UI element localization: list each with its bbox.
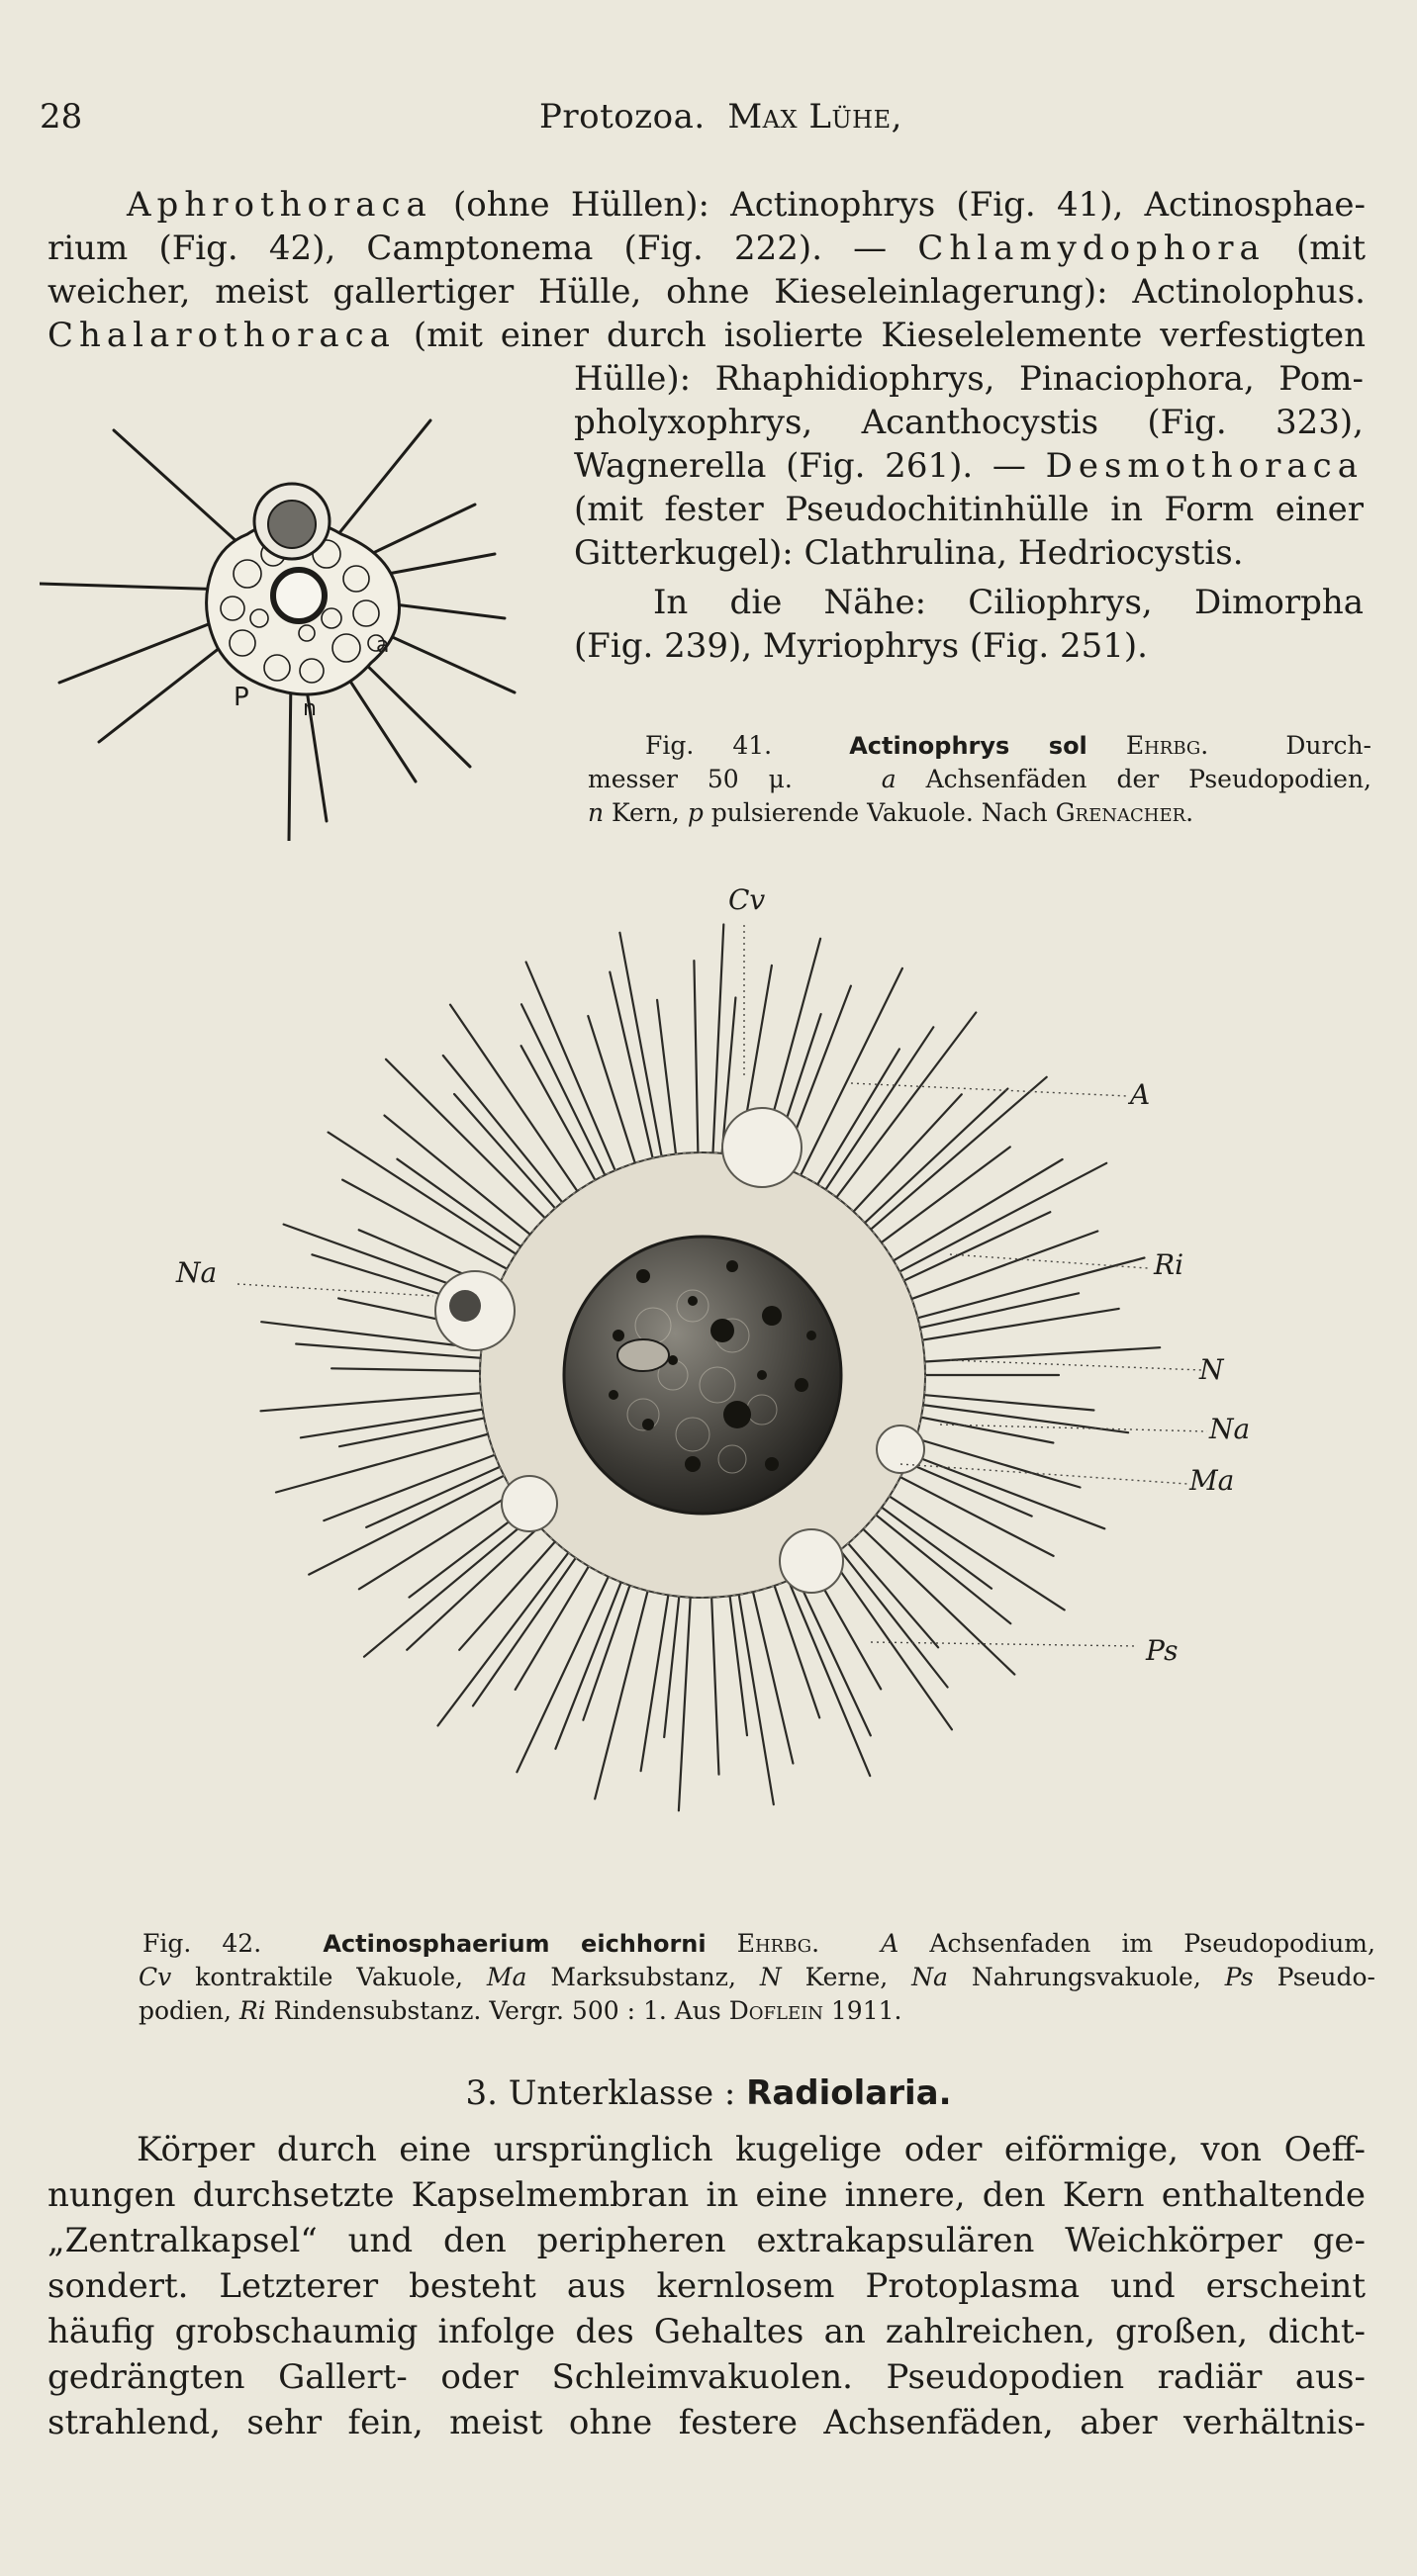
figure-42-actinosphaerium-drawing — [178, 910, 1247, 1889]
section-heading: 3. Unterklasse : Radiolaria. — [465, 2073, 952, 2113]
label-ma: Ma — [1189, 1464, 1235, 1497]
label-ri: Ri — [1154, 1248, 1184, 1281]
fig41-label-p: P — [234, 683, 249, 712]
label-cv: Cv — [728, 883, 766, 916]
figure-42-caption: Fig. 42. Actinosphaerium eichhorni Ehrbg. A Achsenfaden im Pseudopodium, Cv kontraktile Vakuole, Ma Marksubstanz, N Kerne, Na Nahrungsvakuole, Ps Pseudo- podien, Ri Rindensubstanz. Vergr. 500 : 1. Aus Doflein 1911. — [139, 1929, 1375, 2025]
body-paragraph: Körper durch eine ursprünglich kugelige oder eiförmige, von Oeff- nungen durchsetzte Kapselmembran in eine innere, den Kern enthaltende „Zentralkapsel“ und den peripheren extrakapsulären Weichkörper ge- sondert. Letzterer besteht aus kernlosem Protoplasma und erscheint häufig grobschaumig infolge des Gehaltes an zahlreichen, großen, dicht- gedrängten Gallert- oder Schleimvakuolen. Pseudopodien radiär aus- strahlend, sehr fein, meist ohne festere Achsenfäden, aber verhältnis- — [47, 2130, 1366, 2442]
running-head — [40, 97, 1377, 146]
page-number: 28 — [40, 97, 83, 137]
fig41-label-n: n — [303, 696, 317, 721]
label-na-left: Na — [176, 1256, 218, 1289]
running-title: Protozoa. Max Lühe, — [539, 97, 902, 137]
figure-41-actinophrys-drawing — [40, 406, 534, 841]
label-n: N — [1199, 1353, 1224, 1386]
intro-paragraph-column: Hülle): Rhaphidiophrys, Pinaciophora, Pom- pholyxophrys, Acanthocystis (Fig. 323), Wagnerella (Fig. 261). — Desmothoraca (mit fester Pseudochitinhülle in Form einer Gitterkugel): Clathrulina, Hedriocystis. In die Nähe: Ciliophrys, Dimorpha (Fig. 239), Myriophrys (Fig. 251). — [574, 359, 1364, 666]
intro-paragraph: Aphrothoraca (ohne Hüllen): Actinophrys (Fig. 41), Actinosphae- rium (Fig. 42), Camptonema (Fig. 222). — Chlamydophora (mit weicher, meist gallertiger Hülle, ohne Kieseleinlagerung): Actinolophus. Chalarothoraca (mit einer durch isolierte Kieselelemente verfestigten — [47, 185, 1366, 355]
label-ps: Ps — [1146, 1634, 1179, 1667]
figure-41-caption: Fig. 41. Actinophrys sol Ehrbg. Durch- messer 50 μ. a Achsenfäden der Pseudopodien, n Kern, p pulsierende Vakuole. Nach Grenacher. — [588, 731, 1372, 827]
label-a: A — [1130, 1078, 1151, 1111]
label-na-right: Na — [1209, 1413, 1251, 1445]
fig41-label-a: a — [376, 633, 390, 658]
